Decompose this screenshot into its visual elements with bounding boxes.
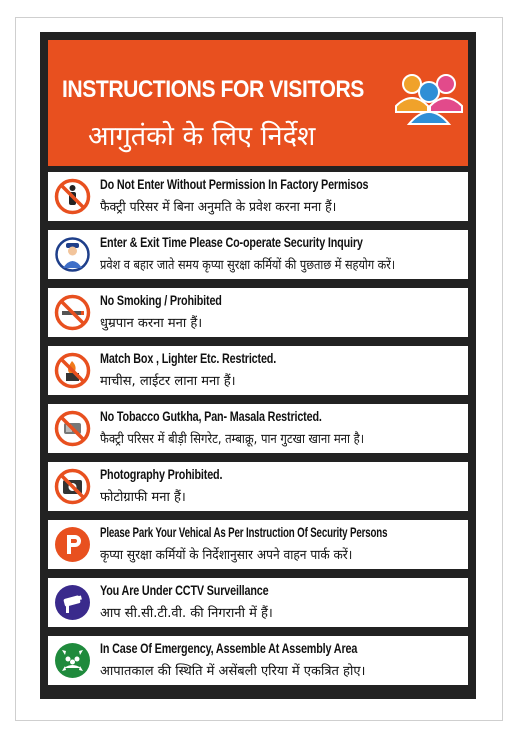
header-banner <box>48 40 468 166</box>
instruction-board <box>40 32 476 699</box>
instruction-english: Photography Prohibited. <box>100 467 223 482</box>
no-entry-person-icon <box>54 178 91 215</box>
instruction-english: No Smoking / Prohibited <box>100 293 222 308</box>
instruction-row <box>48 520 468 569</box>
instruction-row <box>48 230 468 279</box>
instruction-english: Match Box , Lighter Etc. Restricted. <box>100 351 277 366</box>
no-tobacco-icon <box>54 410 91 447</box>
instruction-row <box>48 636 468 685</box>
instruction-english: Enter & Exit Time Please Co-operate Security Inquiry <box>100 235 363 250</box>
instruction-hindi: आप सी.सी.टी.वी. की निगरानी में हैं। <box>100 606 273 621</box>
instruction-english: Do Not Enter Without Permission In Factory Permisos <box>100 177 369 192</box>
instruction-hindi: आपातकाल की स्थिति में असेंबली एरिया में एकत्रित होए। <box>100 664 366 679</box>
parking-icon <box>54 526 91 563</box>
instruction-row <box>48 462 468 511</box>
no-matchbox-lighter-icon <box>54 352 91 389</box>
instruction-english: No Tobacco Gutkha, Pan- Masala Restricted. <box>100 409 322 424</box>
instruction-hindi: धुम्रपान करना मना हैं। <box>100 316 203 331</box>
no-camera-icon <box>54 468 91 505</box>
security-guard-icon <box>54 236 91 273</box>
instruction-english: In Case Of Emergency, Assemble At Assembly Area <box>100 641 358 656</box>
instruction-hindi: प्रवेश व बहार जाते समय कृप्या सुरक्षा कर्मियों की पुछताछ में सहयोग करें। <box>100 258 396 273</box>
instruction-row <box>48 288 468 337</box>
title-hindi: आगुतंको के लिए निर्देश <box>88 121 316 152</box>
instruction-hindi: फैक्ट्री परिसर में बिना अनुमति के प्रवेश करना मना हैं। <box>100 200 337 215</box>
assembly-point-icon <box>54 642 91 679</box>
instruction-hindi: फैक्ट्री परिसर में बीड़ी सिगरेट, तम्बाक्रू, पान गुटखा खाना मना है। <box>100 432 365 447</box>
instruction-hindi: फोटोग्राफी मना हैं। <box>100 490 186 505</box>
instruction-english: You Are Under CCTV Surveillance <box>100 583 269 598</box>
instruction-hindi: माचीस, लाईटर लाना मना हैं। <box>100 374 236 389</box>
no-smoking-icon <box>54 294 91 331</box>
instruction-row <box>48 578 468 627</box>
instruction-hindi: कृप्या सुरक्षा कर्मियों के निर्देशानुसार अपने वाहन पार्क करें। <box>100 548 353 563</box>
visitors-group-icon <box>394 62 464 128</box>
title-english: INSTRUCTIONS FOR VISITORS <box>62 76 364 103</box>
instruction-english: Please Park Your Vehical As Per Instruction Of Security Persons <box>100 525 388 540</box>
cctv-camera-icon <box>54 584 91 621</box>
instruction-row <box>48 346 468 395</box>
instruction-row <box>48 172 468 221</box>
instruction-row <box>48 404 468 453</box>
